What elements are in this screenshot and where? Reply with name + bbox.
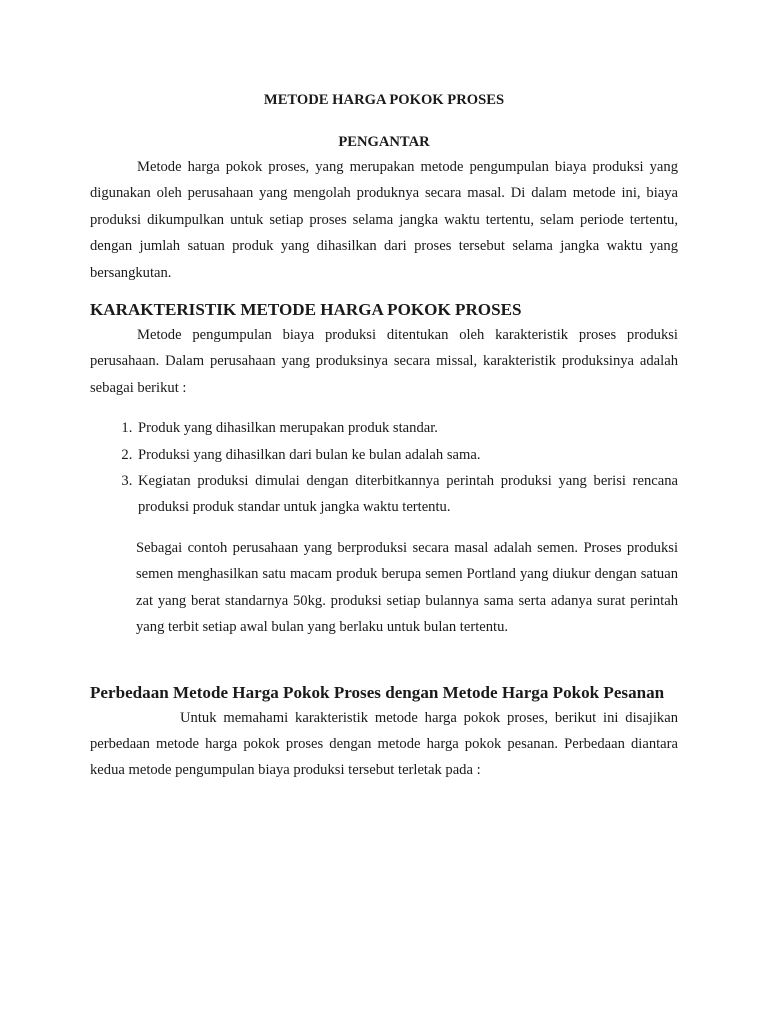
section-heading-perbedaan: Perbedaan Metode Harga Pokok Proses dengan Metode Harga Pokok Pesanan <box>90 682 665 702</box>
section-heading-karakteristik: KARAKTERISTIK METODE HARGA POKOK PROSES <box>90 300 522 320</box>
list-item: 3. Kegiatan produksi dimulai dengan diterbitkannya perintah produksi yang berisi rencana produksi produk standar untuk jangka waktu tertentu. <box>136 468 678 521</box>
document-content <box>90 88 678 784</box>
list-item: 2. Produksi yang dihasilkan dari bulan ke bulan adalah sama. <box>136 442 678 468</box>
document-subtitle: PENGANTAR <box>338 134 430 150</box>
example-paragraph: Sebagai contoh perusahaan yang berproduksi secara masal adalah semen. Proses produksi semen menghasilkan satu macam produk berupa semen Portland yang diukur dengan satuan zat yang berat standarnya 50kg. produksi setiap bulannya sama serta adanya surat perintah yang terbit setiap awal bulan yang berlaku untuk bulan tertentu. <box>136 539 678 636</box>
list-item: 1. Produk yang dihasilkan merupakan produk standar. <box>136 415 678 441</box>
perbedaan-paragraph: Untuk memahami karakteristik metode harga pokok proses, berikut ini disajikan perbedaan metode harga pokok proses dengan metode harga pokok pesanan. Perbedaan diantara kedua metode pengumpulan biaya produksi tersebut terletak pada : <box>90 709 678 779</box>
document-title: METODE HARGA POKOK PROSES <box>263 92 505 108</box>
karakteristik-paragraph: Metode pengumpulan biaya produksi ditentukan oleh karakteristik proses produksi perusahaan. Dalam perusahaan yang produksinya secara missal, karakteristik produksinya adalah sebagai berikut : <box>90 327 678 396</box>
intro-paragraph: Metode harga pokok proses, yang merupakan metode pengumpulan biaya produksi yang digunakan oleh perusahaan yang mengolah produknya secara masal. Di dalam metode ini, biaya produksi dikumpulkan untuk setiap proses selama jangka waktu tertentu, selam periode tertentu, dengan jumlah satuan produk yang dihasilkan dari proses tersebut selama jangka waktu yang bersangkutan. <box>90 159 678 281</box>
karakteristik-list <box>90 415 678 521</box>
